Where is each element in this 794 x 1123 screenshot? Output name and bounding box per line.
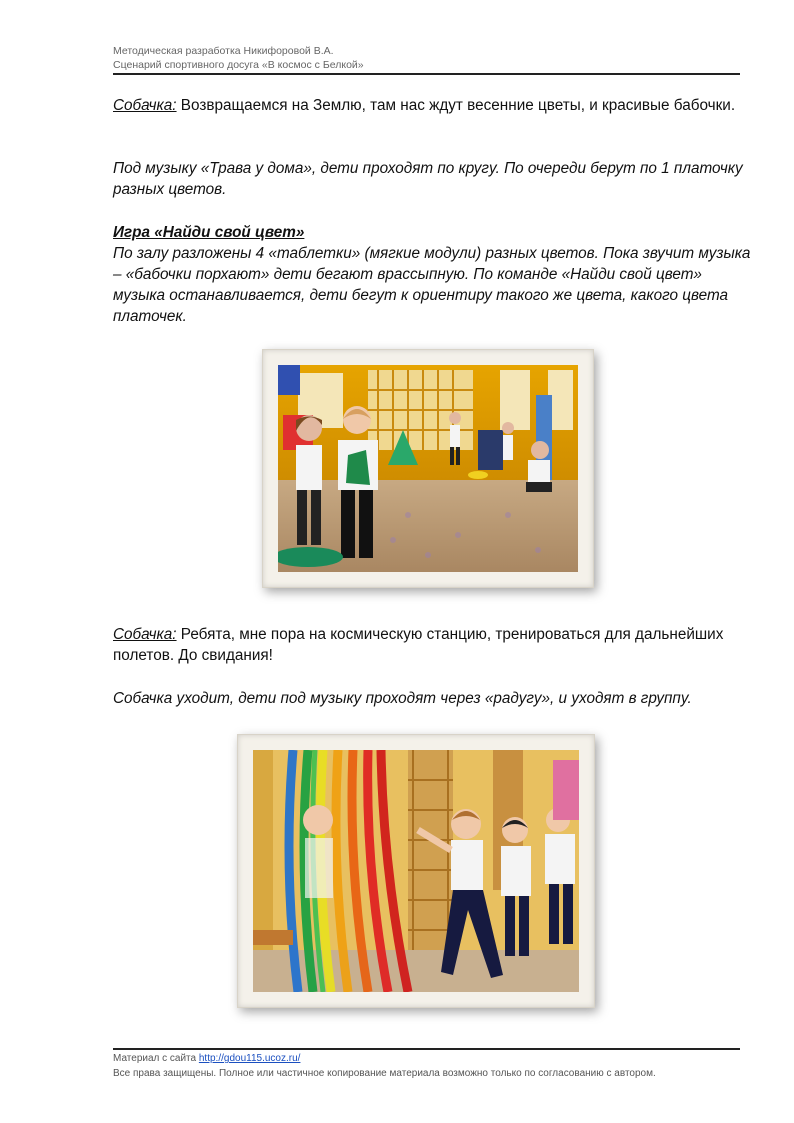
- speaker-label: Собачка:: [113, 97, 177, 114]
- photo-children-gym: [278, 365, 578, 572]
- paragraph-goodbye: [113, 624, 753, 666]
- rainbow-photo-illustration: [253, 750, 579, 992]
- paragraph-return: [113, 95, 753, 116]
- header-divider: [113, 73, 740, 75]
- footer-divider: [113, 1048, 740, 1050]
- footer-site-link[interactable]: http://gdou115.ucoz.ru/: [198, 1053, 301, 1064]
- paragraph-text: Возвращаемся на Землю, там нас ждут весенние цветы, и красивые бабочки.: [176, 97, 736, 114]
- header-title: Сценарий спортивного досуга «В космос с Белкой»: [113, 59, 364, 71]
- footer-source: [113, 1051, 753, 1066]
- paragraph-music: Под музыку «Трава у дома», дети проходят по кругу. По очереди берут по 1 платочку разных цветов.: [113, 160, 743, 198]
- footer-source-prefix: Материал с сайта: [113, 1053, 199, 1064]
- paragraph-text: Ребята, мне пора на космическую станцию, тренироваться для дальнейших полетов. До свидания!: [113, 626, 724, 664]
- paragraph-rainbow: Собачка уходит, дети под музыку проходят через «радугу», и уходят в группу.: [113, 690, 692, 707]
- footer-rights: Все права защищены. Полное или частичное копирование материала возможно только по согласованию с автором.: [113, 1068, 656, 1079]
- photo-frame-gym: [262, 349, 594, 588]
- gym-photo-illustration: [278, 365, 578, 572]
- game-description: По залу разложены 4 «таблетки» (мягкие модули) разных цветов. Пока звучит музыка – «бабочки порхают» дети бегают врассыпную. По команде «Найди свой цвет» музыка останавливается, дети бегут к ориентиру такого же цвета, какого цвета платочек.: [113, 245, 751, 325]
- page-footer: [113, 1051, 753, 1081]
- photo-frame-rainbow: [237, 734, 595, 1008]
- speaker-label: Собачка:: [113, 626, 177, 643]
- page-header: [113, 44, 740, 72]
- game-title: Игра «Найди свой цвет»: [113, 224, 305, 241]
- photo-rainbow-curtain: [253, 750, 579, 992]
- header-author: Методическая разработка Никифоровой В.А.: [113, 45, 334, 57]
